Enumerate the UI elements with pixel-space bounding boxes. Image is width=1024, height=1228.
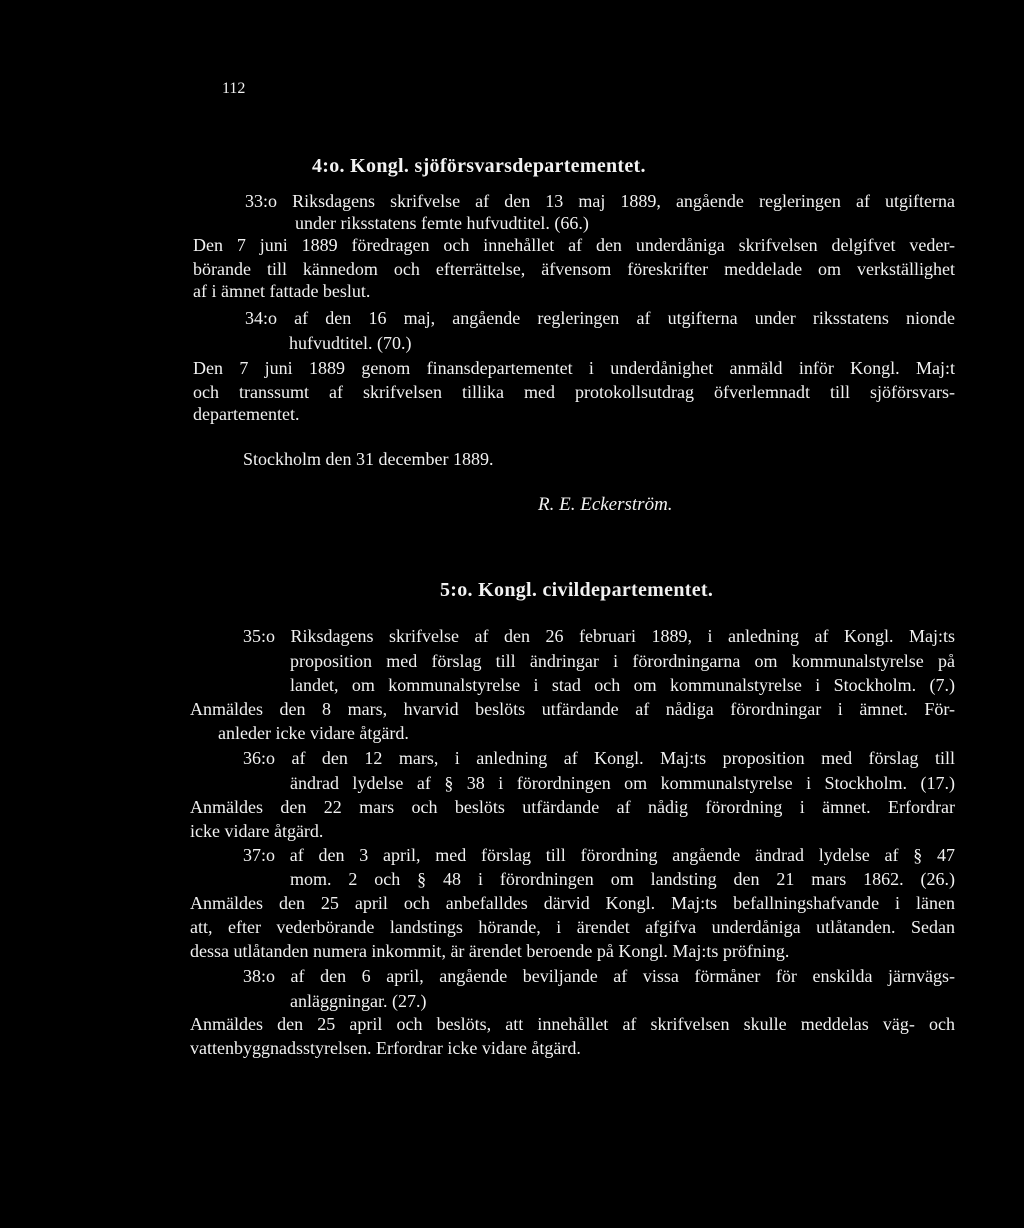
page-number: 112	[222, 80, 246, 97]
text-line: mom. 2 och § 48 i förordningen om landsting den 21 mars 1862. (26.)	[290, 869, 955, 889]
text-line: 36:o af den 12 mars, i anledning af Kongl. Maj:ts proposition med förslag till	[243, 748, 955, 768]
text-line: anleder icke vidare åtgärd.	[218, 723, 409, 743]
text-line: departementet.	[193, 404, 300, 424]
text-line: vattenbyggnadsstyrelsen. Erfordrar icke vidare åtgärd.	[190, 1038, 581, 1058]
text-line: 37:o af den 3 april, med förslag till förordning angående ändrad lydelse af § 47	[243, 845, 955, 865]
text-line: dessa utlåtanden numera inkommit, är ärendet beroende på Kongl. Maj:ts pröfning.	[190, 941, 790, 961]
text-line: Den 7 juni 1889 genom finansdepartementet i underdånighet anmäld inför Kongl. Maj:t	[193, 358, 955, 378]
text-line: anläggningar. (27.)	[290, 991, 427, 1011]
text-line: 35:o Riksdagens skrifvelse af den 26 februari 1889, i anledning af Kongl. Maj:ts	[243, 626, 955, 646]
section-heading-5: 5:o. Kongl. civildepartementet.	[440, 579, 714, 601]
text-line: börande till kännedom och efterrättelse, äfvensom föreskrifter meddelade om verkställighet	[193, 259, 955, 279]
signature: R. E. Eckerström.	[538, 494, 673, 515]
place-date: Stockholm den 31 december 1889.	[243, 449, 494, 469]
text-line: Anmäldes den 22 mars och beslöts utfärdande af nådig förordning i ämnet. Erfordrar	[190, 797, 955, 817]
text-line: af i ämnet fattade beslut.	[193, 281, 371, 301]
text-line: 33:o Riksdagens skrifvelse af den 13 maj 1889, angående regleringen af utgifterna	[245, 191, 955, 211]
text-line: Anmäldes den 25 april och beslöts, att innehållet af skrifvelsen skulle meddelas väg- och	[190, 1014, 955, 1034]
text-line: ändrad lydelse af § 38 i förordningen om kommunalstyrelse i Stockholm. (17.)	[290, 773, 955, 793]
text-line: landet, om kommunalstyrelse i stad och om kommunalstyrelse i Stockholm. (7.)	[290, 675, 955, 695]
text-line: 34:o af den 16 maj, angående regleringen af utgifterna under riksstatens nionde	[245, 308, 955, 328]
text-line: under riksstatens femte hufvudtitel. (66.)	[295, 213, 589, 233]
text-line: icke vidare åtgärd.	[190, 821, 324, 841]
text-line: att, efter vederbörande landstings hörande, i ärendet afgifva underdåniga utlåtanden. Sedan	[190, 917, 955, 937]
text-line: 38:o af den 6 april, angående beviljande af vissa förmåner för enskilda järnvägs-	[243, 966, 955, 986]
text-line: och transsumt af skrifvelsen tillika med protokollsutdrag öfverlemnadt till sjöförsvars-	[193, 382, 955, 402]
text-line: Den 7 juni 1889 föredragen och innehållet af den underdåniga skrifvelsen delgifvet veder-	[193, 235, 955, 255]
section-heading-4: 4:o. Kongl. sjöförsvarsdepartementet.	[312, 155, 646, 177]
text-line: proposition med förslag till ändringar i förordningarna om kommunalstyrelse på	[290, 651, 955, 671]
text-line: Anmäldes den 25 april och anbefalldes därvid Kongl. Maj:ts befallningshafvande i länen	[190, 893, 955, 913]
text-line: hufvudtitel. (70.)	[289, 333, 412, 353]
text-line: Anmäldes den 8 mars, hvarvid beslöts utfärdande af nådiga förordningar i ämnet. För-	[190, 699, 955, 719]
